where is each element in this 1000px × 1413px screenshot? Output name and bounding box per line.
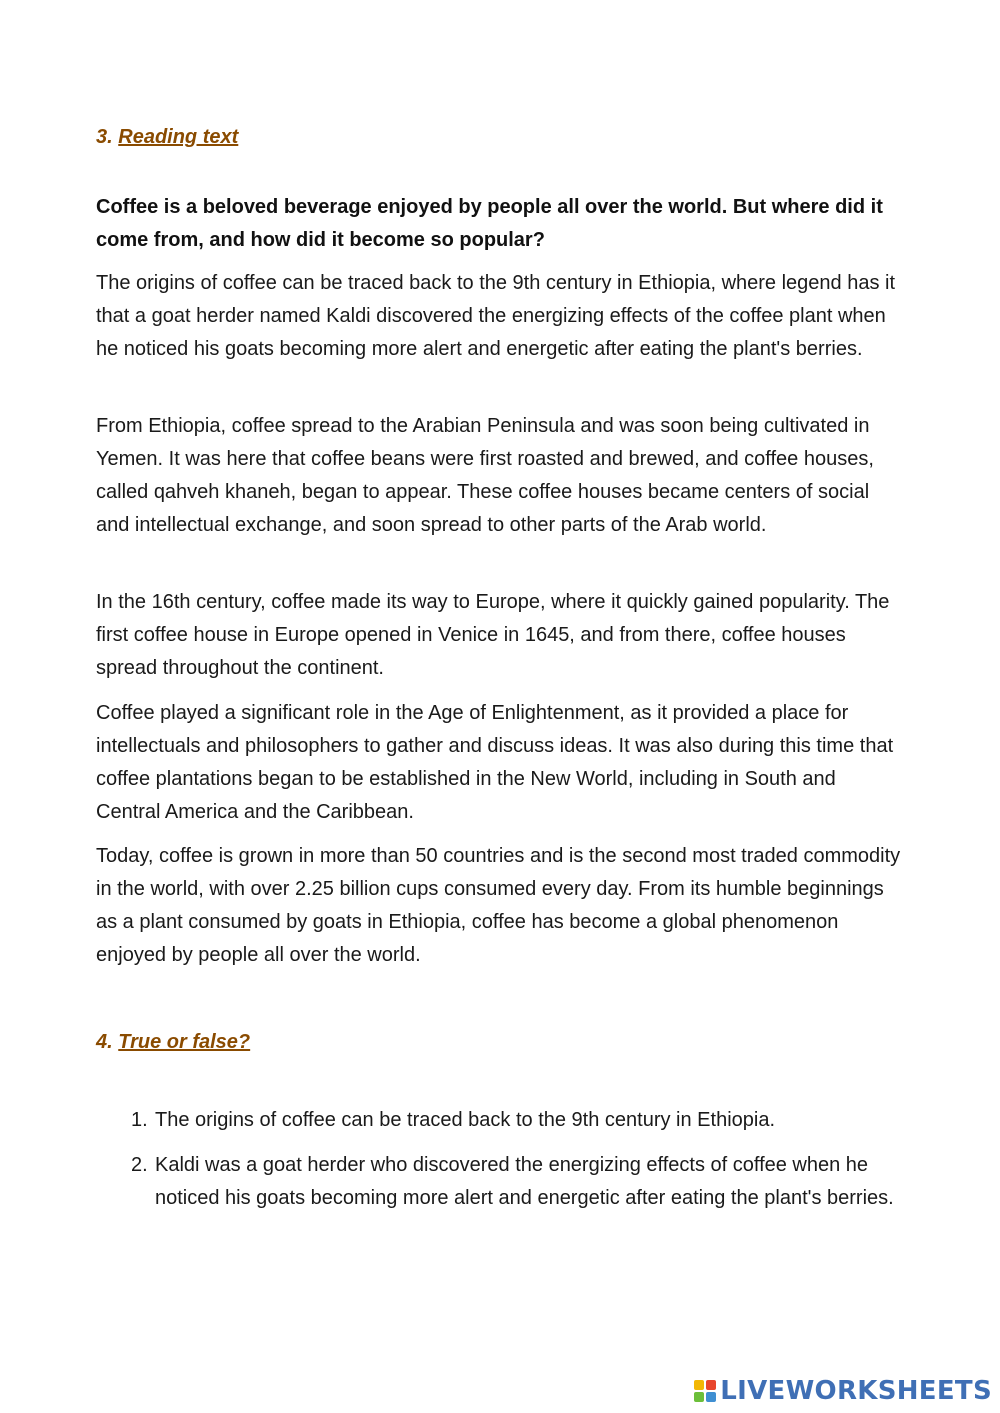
logo-square-red: [706, 1380, 716, 1390]
section-4-number: 4.: [96, 1031, 113, 1053]
logo-square-green: [694, 1392, 704, 1402]
section-3-heading: [96, 126, 238, 149]
list-item: [96, 1104, 901, 1137]
statement-number: 2.: [131, 1154, 148, 1176]
reading-paragraph-1: The origins of coffee can be traced back to the 9th century in Ethiopia, where legend has it that a goat herder named Kaldi discovered the energizing effects of the coffee plant when he noticed his goats becoming more alert and energetic after eating the plant's berries.: [96, 272, 896, 360]
reading-intro: Coffee is a beloved beverage enjoyed by people all over the world. But where did it come from, and how did it become so popular?: [96, 196, 883, 251]
statement-text: The origins of coffee can be traced back to the 9th century in Ethiopia.: [155, 1109, 776, 1131]
liveworksheets-logo-icon: [694, 1380, 716, 1402]
true-false-list: [96, 1104, 901, 1227]
logo-text: LIVEWORKSHEETS: [720, 1376, 992, 1406]
logo-square-blue: [706, 1392, 716, 1402]
liveworksheets-logo: [694, 1373, 992, 1409]
section-3-title: Reading text: [118, 126, 239, 148]
reading-paragraph-3: In the 16th century, coffee made its way to Europe, where it quickly gained popularity. The first coffee house in Europe opened in Venice in 1645, and from there, coffee houses spread throughout the continent.: [96, 591, 890, 679]
section-4-heading: [96, 1031, 250, 1054]
reading-paragraph-2: From Ethiopia, coffee spread to the Arabian Peninsula and was soon being cultivated in Yemen. It was here that coffee beans were first roasted and brewed, and coffee houses, called qahveh khaneh, began to appear. These coffee houses became centers of social and intellectual exchange, and soon spread to other parts of the Arab world.: [96, 415, 874, 536]
section-3-number: 3.: [96, 126, 113, 148]
statement-number: 1.: [131, 1109, 148, 1131]
logo-square-yellow: [694, 1380, 704, 1390]
statement-text: Kaldi was a goat herder who discovered the energizing effects of coffee when he noticed his goats becoming more alert and energetic after eating the plant's berries.: [155, 1154, 894, 1209]
reading-paragraph-4: Coffee played a significant role in the Age of Enlightenment, as it provided a place for intellectuals and philosophers to gather and discuss ideas. It was also during this time that coffee plantations began to be established in the New World, including in South and Central America and the Caribbean.: [96, 702, 894, 823]
list-item: [96, 1149, 901, 1215]
reading-paragraph-5: Today, coffee is grown in more than 50 countries and is the second most traded commodity in the world, with over 2.25 billion cups consumed every day. From its humble beginnings as a plant consumed by goats in Ethiopia, coffee has become a global phenomenon enjoyed by people all over the world.: [96, 845, 901, 966]
section-4-title: True or false?: [118, 1031, 251, 1053]
